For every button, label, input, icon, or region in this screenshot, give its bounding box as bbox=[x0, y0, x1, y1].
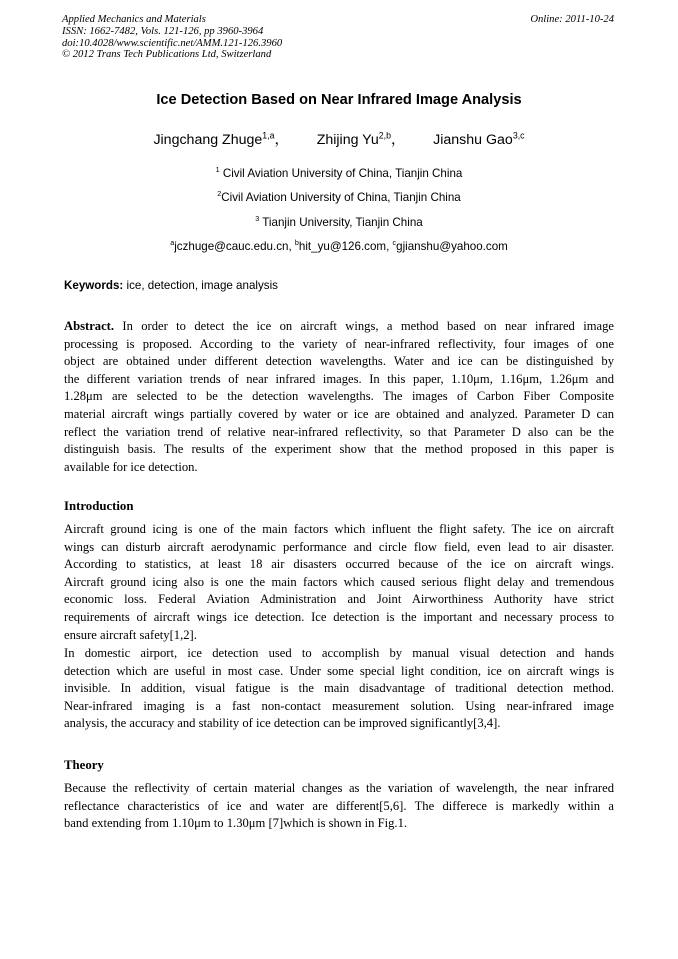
affiliation-1 bbox=[0, 167, 678, 181]
email-mark: b bbox=[294, 238, 299, 248]
author-affiliation-mark: 2,b bbox=[378, 130, 391, 141]
affiliation-mark: 3 bbox=[255, 214, 260, 224]
author-2 bbox=[317, 130, 406, 150]
text-line bbox=[64, 318, 614, 336]
journal-name: Applied Mechanics and Materials bbox=[62, 14, 206, 25]
email-address: hit_yu@126.com, bbox=[298, 240, 393, 253]
text-line: detection which are useful in most case. Under some special light condition, ice on aircraft wings is bbox=[64, 663, 614, 678]
email-address: jczhuge@cauc.edu.cn, bbox=[174, 240, 295, 253]
text-line: 1.28μm are selected to be the detection wavelengths. The images of Carbon Fiber Composite bbox=[64, 389, 614, 404]
text-line: ensure aircraft safety[1,2]. bbox=[64, 627, 197, 642]
email-list bbox=[0, 240, 678, 254]
author-name: Jingchang Zhuge bbox=[153, 132, 263, 148]
section-heading-introduction: Introduction bbox=[64, 499, 134, 513]
text-line: wings can disturb aircraft aerodynamic performance and circle flow field, even lead to air disaster. bbox=[64, 539, 614, 554]
affiliation-mark: 2 bbox=[217, 189, 222, 199]
text-line: invisible. In addition, visual fatigue is the main disadvantage of traditional detection method. bbox=[64, 681, 614, 696]
copyright-line: © 2012 Trans Tech Publications Ltd, Switzerland bbox=[62, 49, 272, 61]
abstract-line-text: In order to detect the ice on aircraft wings, a method based on near infrared image bbox=[114, 319, 614, 333]
keywords-label: Keywords: bbox=[64, 279, 124, 292]
author-name: Zhijing Yu bbox=[316, 132, 379, 148]
text-line: Aircraft ground icing is one of the main factors which influent the flight safety. The ice on aircraft bbox=[64, 522, 614, 536]
text-line: Near-infrared imaging is a fast non-contact measurement solution. Using near-infrared image bbox=[64, 698, 614, 713]
text-line: requirements of aircraft wings ice detection. Ice detection is the important and necessary process to bbox=[64, 609, 614, 624]
text-line: object are obtained under different detection wavelengths. Water and ice can be distinguished by bbox=[64, 354, 614, 369]
text-line: Aircraft ground icing also is one the main factors which caused serious flight delay and tremendous bbox=[64, 574, 614, 589]
text-line: In domestic airport, ice detection used to accomplish by manual visual detection and hands bbox=[64, 646, 614, 660]
text-line: reflectance characteristics of ice and water are different[5,6]. The differece is markedly within a bbox=[64, 798, 614, 813]
text-line: distinguish basis. The results of the experiment show that the method proposed in this paper is bbox=[64, 442, 614, 457]
online-date-text: Online: 2011-10-24 bbox=[530, 14, 614, 25]
author-1 bbox=[153, 130, 288, 150]
journal-metadata bbox=[62, 14, 282, 61]
affiliation-text: Civil Aviation University of China, Tianjin China bbox=[221, 191, 461, 204]
author-affiliation-mark: 3,c bbox=[512, 130, 525, 141]
text-line: the different variation trends of near infrared images. In this paper, 1.10μm, 1.16μm, 1.26μm and bbox=[64, 371, 614, 386]
section-heading-theory: Theory bbox=[64, 758, 104, 772]
text-line: processing is proposed. According to the variety of near-infrared reflectivity, four images of one bbox=[64, 336, 614, 351]
author-name: Jianshu Gao bbox=[433, 132, 513, 148]
text-line: available for ice detection. bbox=[64, 459, 198, 474]
abstract-paragraph bbox=[64, 318, 614, 476]
introduction-paragraph-1 bbox=[64, 521, 614, 644]
email-address: gjianshu@yahoo.com bbox=[396, 240, 508, 253]
online-date bbox=[530, 14, 614, 26]
paper-title: Ice Detection Based on Near Infrared Image Analysis bbox=[156, 92, 522, 108]
affiliation-text: Tianjin University, Tianjin China bbox=[259, 216, 423, 229]
author-affiliation-mark: 1,a bbox=[262, 130, 275, 141]
doi-line: doi:10.4028/www.scientific.net/AMM.121-126.3960 bbox=[62, 37, 283, 49]
affiliation-mark: 1 bbox=[215, 165, 220, 175]
affiliation-2 bbox=[0, 191, 678, 205]
issn-line: ISSN: 1662-7482, Vols. 121-126, pp 3960-3964 bbox=[62, 25, 264, 37]
author-separator: ， bbox=[390, 132, 406, 148]
theory-paragraph-1 bbox=[64, 780, 614, 833]
text-line: band extending from 1.10μm to 1.30μm [7]which is shown in Fig.1. bbox=[64, 816, 408, 831]
keywords-text: ice, detection, image analysis bbox=[123, 279, 278, 292]
affiliation-3 bbox=[0, 216, 678, 230]
keywords bbox=[64, 279, 278, 293]
affiliation-text: Civil Aviation University of China, Tianjin China bbox=[219, 167, 463, 180]
text-line: material aircraft wings partially covered by water or ice are obtained and analyzed. Parameter D can bbox=[64, 406, 614, 421]
text-line: Because the reflectivity of certain material changes as the variation of wavelength, the near infrared bbox=[64, 781, 614, 795]
text-line: analysis, the accuracy and stability of ice detection can be improved significantly[3,4]. bbox=[64, 716, 501, 731]
author-separator: ， bbox=[274, 132, 289, 148]
text-line: According to statistics, at least 18 air disasters occurred because of the ice on aircraft wings. bbox=[64, 557, 614, 572]
email-mark: a bbox=[170, 238, 175, 248]
text-line: reflect the variation trend of relative near-infrared reflectivity, so that Parameter D also can be the bbox=[64, 424, 614, 439]
abstract-label: Abstract. bbox=[64, 319, 115, 333]
author-3 bbox=[433, 130, 524, 150]
text-line: economic loss. Federal Aviation Administration and Joint Airworthiness Authority have strict bbox=[64, 592, 614, 607]
email-mark: c bbox=[392, 238, 397, 248]
author-list bbox=[0, 130, 678, 150]
introduction-paragraph-2 bbox=[64, 645, 614, 733]
